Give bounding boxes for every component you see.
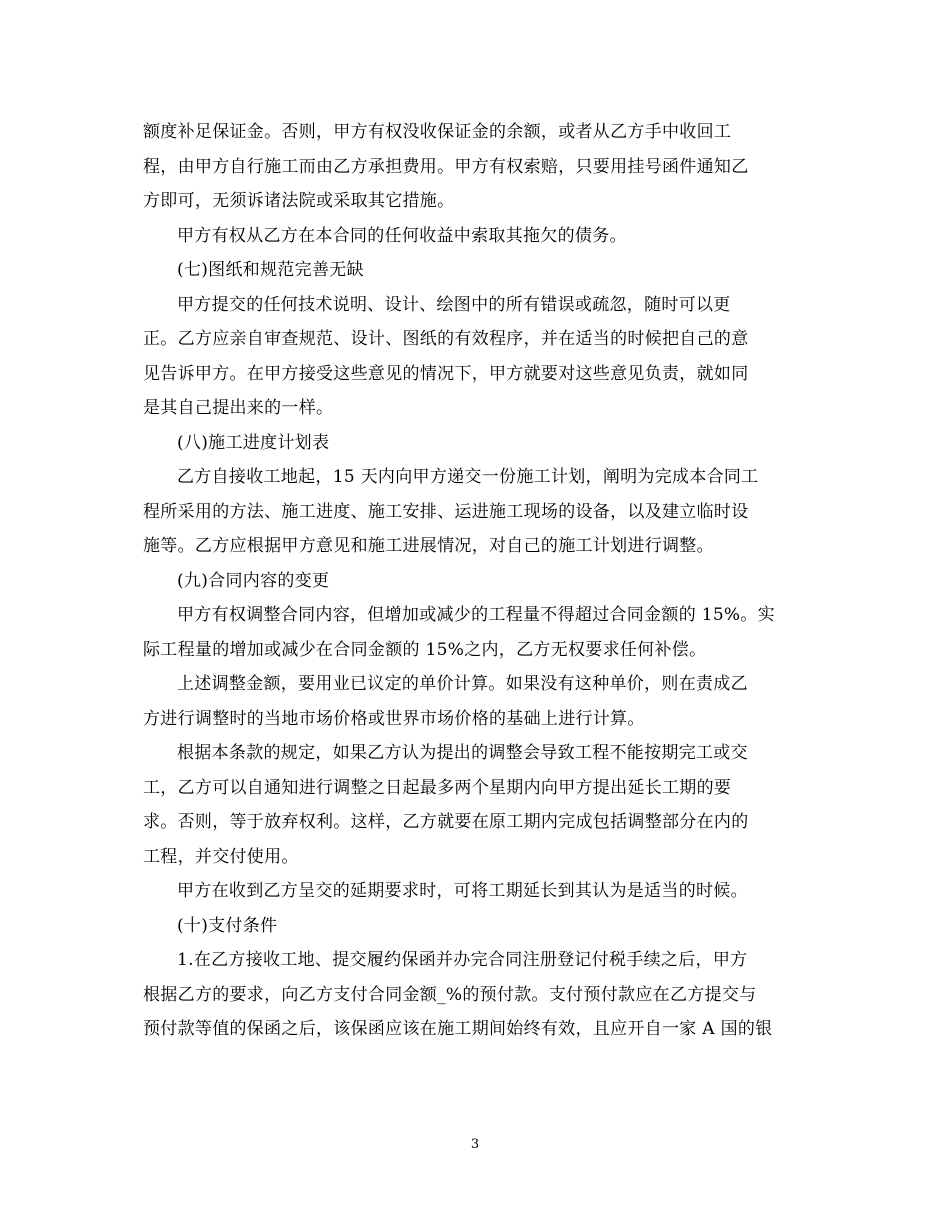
section-heading-7 [143, 253, 823, 288]
paragraph-drawing-errors [143, 288, 823, 426]
text-line: 际工程量的增加或减少在合同金额的 15%之内，乙方无权要求任何补偿。 [143, 639, 707, 660]
section-heading-text: (十)支付条件 [177, 915, 278, 936]
section-heading-text: (七)图纸和规范完善无缺 [177, 260, 364, 280]
text-line: 工，乙方可以自通知进行调整之日起最多两个星期内向甲方提出延长工期的要 [143, 777, 732, 798]
paragraph-extension-approval [143, 874, 823, 909]
text-line: 方进行调整时的当地市场价格或世界市场价格的基础上进行计算。 [143, 708, 645, 729]
document-body [143, 115, 823, 1047]
text-line: 求。否则，等于放弃权利。这样，乙方就要在原工期内完成包括调整部分在内的 [143, 812, 749, 832]
text-line: 预付款等值的保函之后，该保函应该在施工期间始终有效，且应开自一家 A 国的银 [143, 1019, 773, 1039]
text-line: 上述调整金额，要用业已议定的单价计算。如果没有这种单价，则在责成乙 [177, 674, 748, 694]
text-line: 正。乙方应亲自审查规范、设计、图纸的有效程序，并在适当的时候把自己的意 [143, 329, 749, 349]
text-line: 额度补足保证金。否则，甲方有权没收保证金的余额，或者从乙方手中收回工 [143, 122, 732, 142]
paragraph-extension-request [143, 736, 823, 874]
text-line: 甲方在收到乙方呈交的延期要求时，可将工期延长到其认为是适当的时候。 [177, 881, 748, 901]
text-line: 程，由甲方自行施工而由乙方承担费用。甲方有权索赔，只要用挂号函件通知乙 [143, 156, 749, 177]
text-line: 见告诉甲方。在甲方接受这些意见的情况下，甲方就要对这些意见负责，就如同 [143, 363, 749, 384]
section-heading-text: (八)施工进度计划表 [177, 432, 330, 453]
text-line: 根据乙方的要求，向乙方支付合同金额_%的预付款。支付预付款应在乙方提交与 [143, 984, 757, 1005]
paragraph-debt-recovery [143, 219, 823, 254]
paragraph-contract-adjustment [143, 598, 823, 667]
text-line: 施等。乙方应根据甲方意见和施工进展情况，对自己的施工计划进行调整。 [143, 536, 714, 556]
text-line: 甲方有权调整合同内容，但增加或减少的工程量不得超过合同金额的 15%。实 [177, 605, 775, 625]
text-line: 甲方提交的任何技术说明、设计、绘图中的所有错误或疏忽，随时可以更 [177, 294, 731, 315]
section-heading-8 [143, 426, 823, 461]
text-line: 1.在乙方接收工地、提交履约保函并办完合同注册登记付税手续之后，甲方 [177, 950, 748, 970]
paragraph-construction-plan [143, 460, 823, 564]
text-line: 乙方自接收工地起，15 天内向甲方递交一份施工计划，阐明为完成本合同工 [177, 467, 759, 487]
paragraph-guarantee-deposit [143, 115, 823, 219]
text-line: 是其自己提出来的一样。 [143, 398, 334, 418]
text-line: 工程，并交付使用。 [143, 846, 299, 867]
text-line: 甲方有权从乙方在本合同的任何收益中索取其拖欠的债务。 [177, 225, 627, 246]
page-number: 3 [470, 1137, 480, 1152]
text-line: 方即可，无须诉诸法院或采取其它措施。 [143, 191, 455, 211]
text-line: 程所采用的方法、施工进度、施工安排、运进施工现场的设备，以及建立临时设 [143, 501, 749, 522]
text-line: 根据本条款的规定，如果乙方认为提出的调整会导致工程不能按期完工或交 [177, 743, 748, 763]
section-heading-10 [143, 909, 823, 944]
section-heading-9 [143, 564, 823, 599]
paragraph-adjustment-pricing [143, 667, 823, 736]
paragraph-payment-terms [143, 943, 823, 1047]
section-heading-text: (九)合同内容的变更 [177, 570, 330, 591]
